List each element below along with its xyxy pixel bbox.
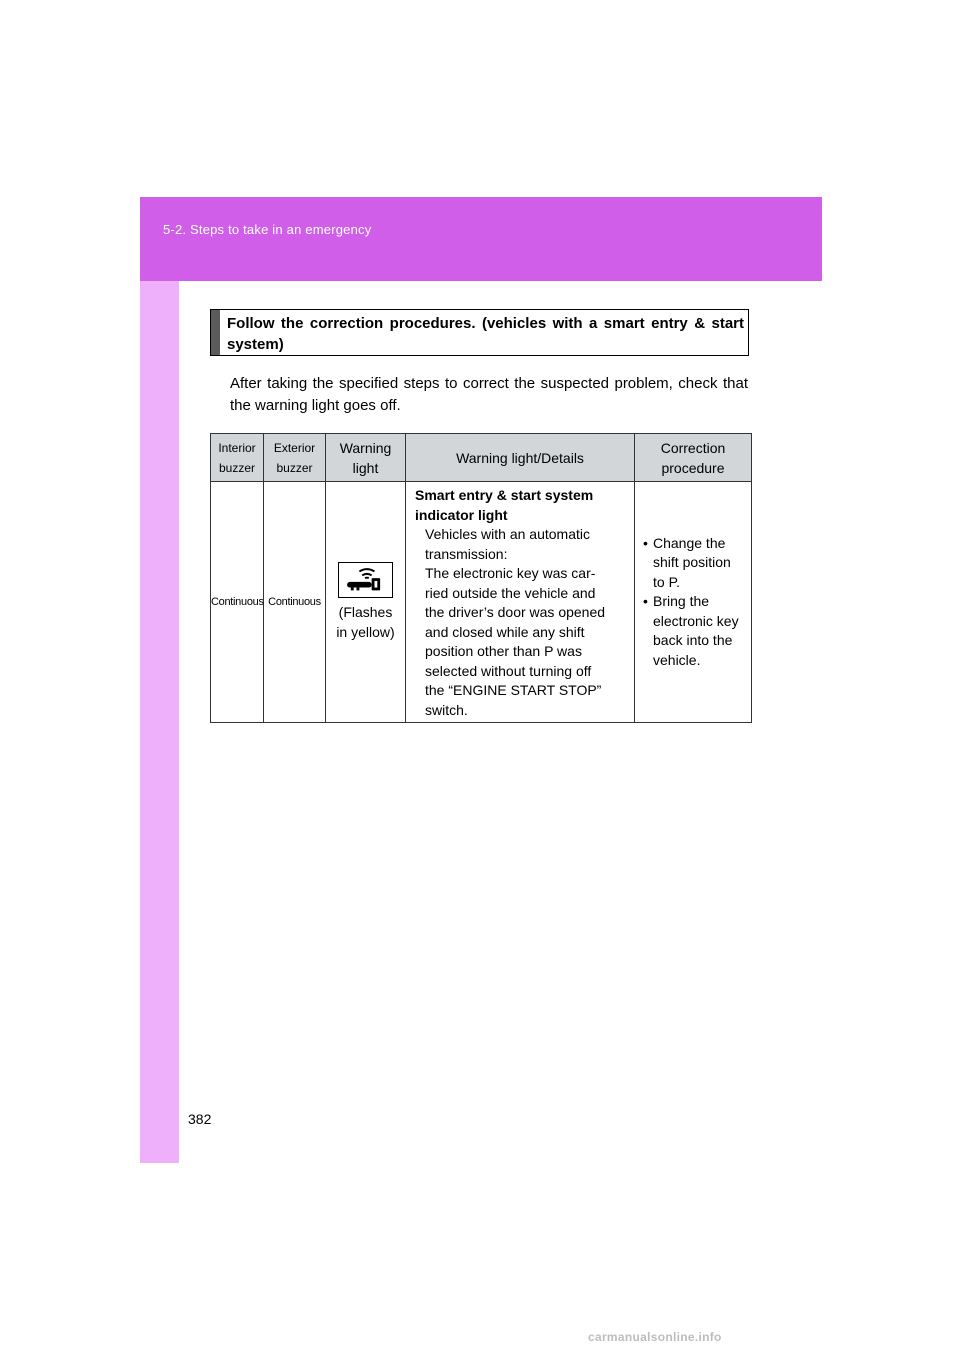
flash-note-line2: in yellow) — [336, 624, 395, 640]
page-number: 382 — [188, 1111, 212, 1127]
table-header-row — [211, 434, 752, 482]
details-line: selected without turning off — [425, 662, 592, 679]
details-line: the driver’s door was opened — [425, 604, 606, 620]
watermark-text: carmanualsonline.info — [588, 1330, 722, 1344]
smart-key-indicator-icon — [338, 562, 393, 598]
details-text — [415, 525, 630, 720]
details-line: switch. — [425, 701, 468, 718]
chapter-header-band — [140, 197, 822, 281]
section-heading-bar — [211, 310, 220, 355]
details-line: transmission: — [425, 545, 508, 562]
details-title: Smart entry & start system indicator light — [415, 487, 594, 523]
header-warning-line2: light — [352, 459, 379, 476]
header-correction — [635, 434, 752, 482]
header-correction-line2: procedure — [661, 459, 725, 476]
section-heading-title: Follow the correction procedures. (vehicles with a smart entry & start system) — [227, 315, 744, 353]
details-line: position other than P was — [425, 643, 582, 659]
interior-buzzer-cell: Continuous — [211, 482, 264, 723]
header-warning-light — [326, 434, 406, 482]
flash-note-line1: (Flashes — [338, 604, 393, 620]
header-interior-line1: Interior — [218, 440, 256, 455]
header-interior-line2: buzzer — [218, 460, 256, 475]
header-correction-line1: Correction — [660, 439, 726, 456]
warning-table — [210, 433, 752, 723]
exterior-buzzer-cell: Continuous — [264, 482, 326, 723]
header-details — [406, 434, 635, 482]
section-heading-box — [210, 309, 749, 356]
details-line: The electronic key was car- — [425, 565, 596, 581]
details-line: Vehicles with an automatic — [425, 526, 590, 542]
correction-cell — [635, 482, 752, 723]
correction-line: vehicle. — [653, 651, 701, 668]
side-tab-strip — [140, 281, 179, 1163]
correction-line: electronic key — [653, 612, 739, 629]
correction-list — [643, 534, 748, 671]
table-row — [211, 482, 752, 723]
header-exterior-line1: Exterior — [273, 440, 316, 455]
details-line: and closed while any shift — [425, 623, 585, 640]
details-cell — [406, 482, 635, 723]
details-line: ried outside the vehicle and — [425, 584, 596, 601]
correction-line: to P. — [653, 573, 680, 590]
details-line: the “ENGINE START STOP” — [425, 682, 602, 698]
header-details-label: Warning light/Details — [456, 449, 584, 466]
correction-line: • Bring the — [653, 593, 710, 610]
correction-line: back into the — [653, 632, 733, 649]
header-exterior-line2: buzzer — [276, 460, 313, 475]
correction-line: • Change the — [653, 534, 726, 551]
intro-paragraph: After taking the specified steps to correct the suspected problem, check that the warning light goes off. — [230, 375, 748, 414]
correction-item-shift — [643, 534, 748, 593]
correction-item-key — [643, 592, 748, 670]
chapter-header-title: 5-2. Steps to take in an emergency — [163, 222, 372, 237]
warning-light-cell — [326, 482, 406, 723]
header-interior-buzzer — [211, 434, 264, 482]
header-warning-line1: Warning — [339, 439, 392, 456]
correction-line: shift position — [653, 554, 731, 571]
header-exterior-buzzer — [264, 434, 326, 482]
